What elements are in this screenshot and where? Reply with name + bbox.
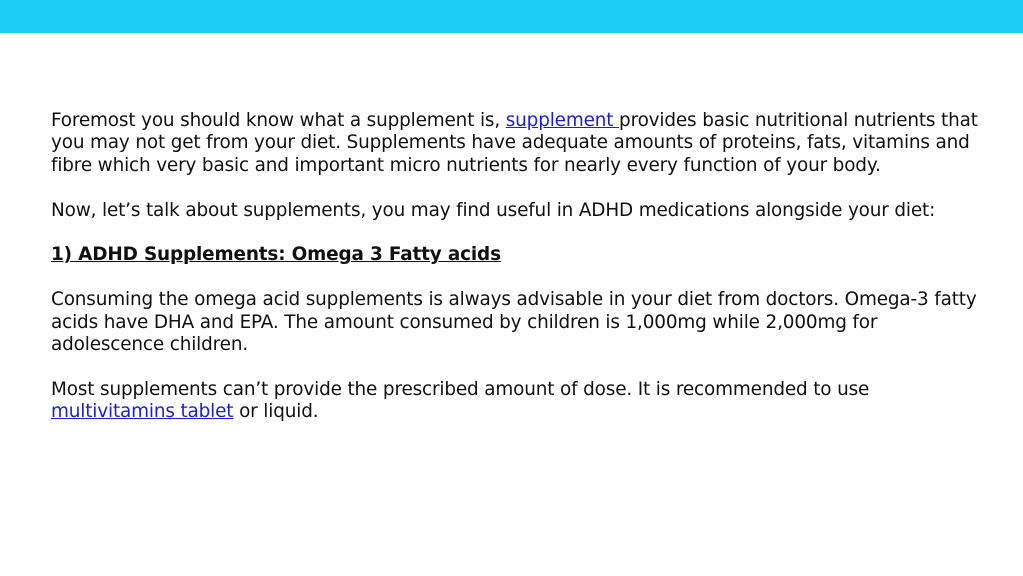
- dose-text-end: or liquid.: [233, 401, 319, 423]
- section-heading: [51, 244, 981, 266]
- dose-paragraph: [51, 379, 981, 424]
- omega-3-heading: 1) ADHD Supplements: Omega 3 Fatty acids: [51, 244, 501, 266]
- top-accent-bar: [0, 0, 1023, 33]
- dose-text-start: Most supplements can’t provide the prescribed amount of dose. It is recommended to use: [51, 378, 870, 400]
- supplement-link[interactable]: supplement: [505, 110, 620, 131]
- multivitamins-link[interactable]: multivitamins tablet: [51, 401, 234, 423]
- intro-text-start: Foremost you should know what a supplement is,: [51, 110, 506, 131]
- omega-paragraph: Consuming the omega acid supplements is always advisable in your diet from doctors. Omega-3 fatty acids have DHA and EPA. The amount consumed by children is 1,000mg while 2,000mg for adolescence children.: [51, 289, 977, 356]
- intro-paragraph: [51, 110, 981, 177]
- transition-paragraph: Now, let’s talk about supplements, you may find useful in ADHD medications alongside your diet:: [51, 199, 936, 221]
- article-body: [51, 110, 981, 446]
- intro-text-end: provides basic nutritional nutrients that you may not get from your diet. Supplements have adequate amounts of proteins, fats, vitamins and fibre which very basic and important micro nutrients for nearly every function of your body.: [51, 110, 978, 176]
